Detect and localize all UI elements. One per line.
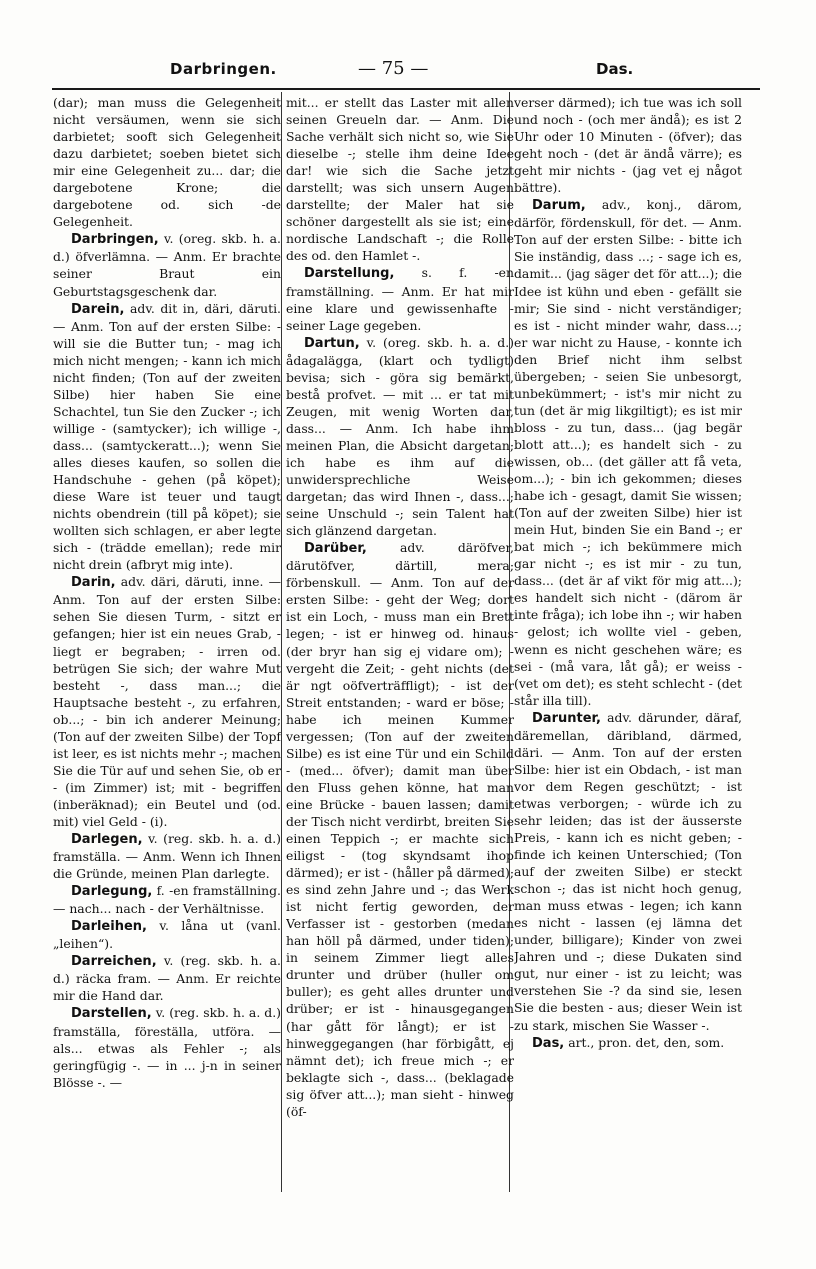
entry-headword: Darin, <box>71 575 116 591</box>
column-2 <box>286 94 514 1194</box>
entry-headword: Darstellen, <box>71 1006 152 1022</box>
entry-headword: Dartun, <box>304 335 360 351</box>
dictionary-entry <box>53 882 281 917</box>
entry-headword: Darreichen, <box>71 954 157 970</box>
dictionary-entry <box>53 94 281 230</box>
column-1 <box>53 94 281 1194</box>
column-3 <box>514 94 742 1194</box>
dictionary-entry <box>514 709 742 1034</box>
dictionary-entry <box>53 300 281 574</box>
entry-headword: Darunter, <box>532 710 601 726</box>
dictionary-entry <box>286 94 514 264</box>
dictionary-entry <box>53 952 281 1004</box>
dictionary-entry <box>53 573 281 830</box>
column-divider-1 <box>281 92 282 1192</box>
entry-text: mit... er stellt das Laster mit allen seinen Greueln dar. — Anm. Die Sache verhält sich nicht so, wie Sie dieselbe -; stelle ihm deine Idee dar! wie sich die Sache jetzt darstellt; was sich unsern Augen darstellte; der Maler hat sie schöner dargestellt als sie ist; eine nordische Landschaft -; die Rolle des od. den Hamlet -. <box>286 95 514 264</box>
entry-headword: Darlegen, <box>71 832 143 848</box>
page-number: — 75 — <box>358 58 429 79</box>
entry-text: v. (reg. skb. h. a. d.) räcka fram. — Anm. Er reichte mir die Hand dar. <box>53 953 281 1004</box>
entry-headword: Darstellung, <box>304 266 395 282</box>
entry-text: adv., konj., därom, därför, fördenskull, för det. — Anm. Ton auf der ersten Silbe: - bitte ich Sie inständig, dass ...; - sage ich es, damit... (jag säger det för att...); die Idee ist kühn und eben - gefällt sie mir; Sie sind - nicht verständiger; es ist - nicht minder wahr, dass...; er war nicht zu Hause, - konnte ich den Brief nicht ihm selbst übergeben; - seien Sie unbesorgt, unbekümmert; - ist's mir nicht zu tun (det är mig likgiltigt); es ist mir bloss - zu tun, dass... (jag begär blott att...); es handelt sich - zu wissen, ob... (det gäller att få veta, om...); - bin ich gekommen; dieses habe ich - gesagt, damit Sie wissen; (Ton auf der zweiten Silbe) hier ist mein Hut, binden Sie ein Band -; er bat mich -; ich bekümmere mich gar nicht -; es ist mir - zu tun, dass... (det är af vikt för mig att...); es handelt sich nicht - (därom är inte fråga); ich lobe ihn -; wir haben - gelost; ich wollte viel - geben, wenn es nicht geschehen wäre; es sei - (må vara, låt gå); er weiss - (vet om det); es steht schlecht - (det står illa till). <box>514 197 742 708</box>
entry-headword: Das, <box>532 1035 565 1051</box>
dictionary-entry <box>53 230 281 299</box>
dictionary-entry <box>286 264 514 333</box>
entry-headword: Darleihen, <box>71 919 147 935</box>
entry-text: v. (oreg. skb. h. a. d.) ådagalägga, (klart och tydligt) bevisa; sich - göra sig bemärkt, bestå profvet. — mit ... er tat mit Zeugen, mit wenig Worten dar, dass... — Anm. Ich habe ihm meinen Plan, die Absicht dargetan; ich habe es ihm auf die unwidersprechliche Weise dargetan; das wird Ihnen -, dass...; seine Unschuld -; sein Talent hat sich glänzend dargetan. <box>286 334 514 539</box>
entry-text: art., pron. det, den, som. <box>564 1034 725 1050</box>
entry-text: v. (oreg. skb. h. a. d.) öfverlämna. — Anm. Er brachte seiner Braut ein Geburtstagsgeschenk dar. <box>53 231 281 299</box>
entry-headword: Darbringen, <box>71 232 159 248</box>
dictionary-entry <box>514 94 742 196</box>
dictionary-entry <box>514 1034 742 1052</box>
entry-text: f. -en framställning. — nach... nach - der Verhältnisse. <box>53 883 281 917</box>
entry-text: v. (reg. skb. h. a. d.) framställa, föreställa, utföra. — als... etwas als Fehler -; als geringfügig -. — in ... j-n in seiner Blösse -. — <box>53 1005 281 1090</box>
entry-headword: Darüber, <box>304 541 367 557</box>
entry-text: adv. därunder, däraf, däremellan, däribland, därmed, däri. — Anm. Ton auf der ersten Silbe: hier ist ein Obdach, - ist man vor dem Regen geschützt; - ist etwas verborgen; - würde ich zu sehr leiden; das ist der äusserste Preis, - kann ich es nicht geben; - finde ich keinen Unterschied; (Ton auf der zweiten Silbe) er steckt schon -; das ist nicht hoch genug, man muss etwas - legen; ich kann es nicht - lassen (ej lämna det under, billigare); Kinder von zwei Jahren und -; diese Dukaten sind gut, nur einer - ist zu leicht; was verstehen Sie -? da sind sie, lesen Sie die besten - aus; dieser Wein ist zu stark, mischen Sie Wasser -. <box>514 709 742 1033</box>
dictionary-entry <box>53 1004 281 1090</box>
entry-text: v. låna ut (vanl. „leihen“). <box>53 918 281 952</box>
dictionary-entry <box>514 196 742 708</box>
header-right-guideword: Das. <box>596 60 634 78</box>
dictionary-entry <box>53 830 281 882</box>
entry-text: verser därmed); ich tue was ich soll und noch - (och mer ändå); es ist 2 Uhr oder 10 Minuten - (öfver); das geht noch - (det är ändå värre); es geht mir nichts - (jag vet ej något bättre). <box>514 95 742 196</box>
dictionary-entry <box>286 539 514 1120</box>
header-left-guideword: Darbringen. <box>170 60 277 78</box>
entry-headword: Darum, <box>532 198 586 214</box>
entry-text: adv. däri, däruti, inne. — Anm. Ton auf der ersten Silbe: sehen Sie diesen Turm, - sitzt er gefangen; hier ist ein neues Grab, - liegt er begraben; - irren od. betrügen Sie sich; der wahre Mut besteht -, dass man...; die Hauptsache besteht -, zu erfahren, ob...; - bin ich anderer Meinung; (Ton auf der zweiten Silbe) der Topf ist leer, es ist nichts mehr -; machen Sie die Tür auf und sehen Sie, ob er - (im Zimmer) ist; mit - begriffen (inberäknad); ein Beutel und (od. mit) viel Geld - (i). <box>53 574 281 829</box>
entry-text: adv. däröfver, därutöfver, därtill, mera; förbenskull. — Anm. Ton auf der ersten Silbe: - geht der Weg; dort ist ein Loch, - muss man ein Brett legen; - ist er hinweg od. hinaus (der bryr han sig ej vidare om); - vergeht die Zeit; - geht nichts (det är ngt oöfverträffligt); - ist der Streit entstanden; - ward er böse; - habe ich meinen Kummer vergessen; (Ton auf der zweiten Silbe) es ist eine Tür und ein Schild - (med... öfver); damit man über den Fluss gehen könne, hat man eine Brücke - bauen lassen; damit der Tisch nicht verdirbt, breiten Sie einen Teppich -; er machte sich eiligst - (tog skyndsamt ihop därmed); er ist - (håller på därmed); es sind zehn Jahre und -; das Werk ist nicht fertig geworden, der Verfasser ist - gestorben (medan han höll på därmed, under tiden); in seinem Zimmer liegt alles drunter und drüber (huller om buller); es geht alles drunter und drüber; er ist - hinausgegangen (har gått för långt); er ist - hinweggegangen (har förbigått, ej nämnt det); ich freue mich -; er beklagte sich -, dass... (beklagade sig öfver att...); man sieht - hinweg (öf- <box>286 540 514 1119</box>
entry-headword: Darlegung, <box>71 884 153 900</box>
entry-text: s. f. -en framställning. — Anm. Er hat mir eine klare und gewissenhafte - seiner Lage gegeben. <box>286 265 514 333</box>
page-header <box>52 58 760 82</box>
dictionary-entry <box>286 334 514 540</box>
entry-headword: Darein, <box>71 301 125 317</box>
header-rule <box>52 88 760 90</box>
entry-text: adv. dit in, däri, däruti. — Anm. Ton auf der ersten Silbe: - will sie die Butter tun; - mag ich mich nicht mengen; - kann ich mich nicht finden; (Ton auf der zweiten Silbe) hier haben Sie eine Schachtel, tun Sie den Zucker -; ich willige - (samtycker); ich willige -, dass... (samtyckeratt...); wenn Sie alles dieses kaufen, so sollen die Handschuhe - gehen (på köpet); diese Ware ist teuer und taugt nichts obendrein (till på köpet); sie wollten sich schlagen, er aber legte sich - (trädde emellan); rede mir nicht drein (afbryt mig inte). <box>53 300 281 573</box>
dictionary-entry <box>53 917 281 952</box>
entry-text: (dar); man muss die Gelegenheit nicht versäumen, wenn sie sich darbietet; sooft sich Gelegenheit dazu darbietet; soeben bietet sich mir eine Gelegenheit zu... dar; die dargebotene Krone; die dargebotene od. sich -de Gelegenheit. <box>53 95 281 230</box>
entry-text: v. (reg. skb. h. a. d.) framställa. — Anm. Wenn ich Ihnen die Gründe, meinen Plan darlegte. <box>53 831 281 882</box>
